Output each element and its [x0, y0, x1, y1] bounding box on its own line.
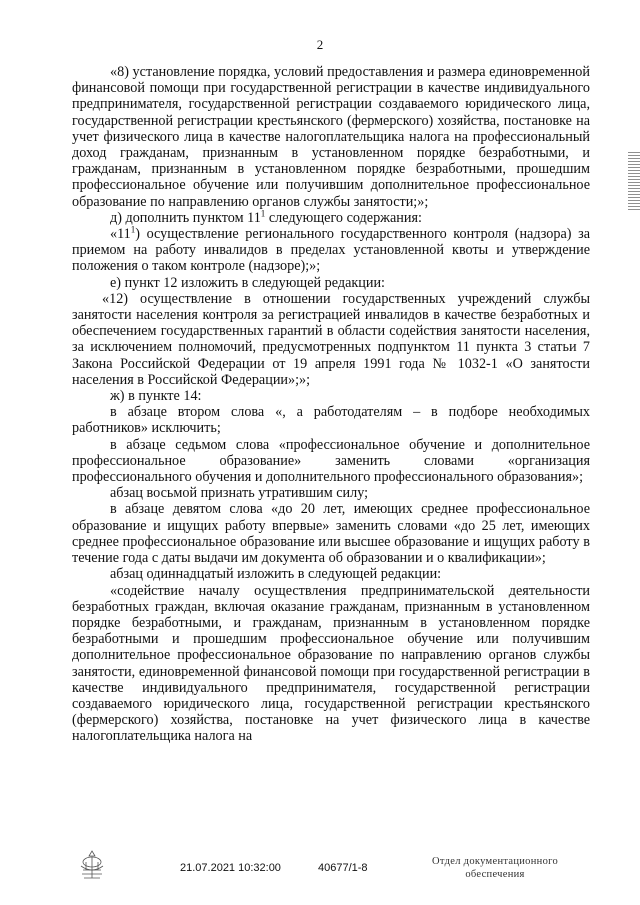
scan-edge-mark	[628, 150, 640, 210]
paragraph: «8) установление порядка, условий предоставления и размера единовременной финансовой помощи при государственной регистрации в качестве индивидуального предпринимателя, государственной регистрации создаваемого юридического лица, государственной регистрации крестьянского (фермерского) хозяйства, постановке на учет физического лица в качестве налогоплательщика налога на профессиональный доход гражданам, признанным в установленном порядке безработными, и гражданам, признанным в установленном порядке безработными, прошедшим профессиональное обучение или получившим дополнительное профессиональное образование по направлению органов службы занятости;»;	[72, 64, 590, 210]
department-stamp	[430, 855, 560, 881]
paragraph: «$11^1$) осуществление регионального государственного контроля (надзора) за приемом на работу инвалидов в пределах установленной квоты и утверждение положения о таком контроле (надзоре);»;	[72, 224, 590, 275]
paragraph: «содействие началу осуществления предпринимательской деятельности безработных граждан, включая оказание гражданам, признанным в установленном порядке безработными, и гражданам, признанным в установленном порядке безработными и прошедшим профессиональное обучение или получившим дополнительное профессиональное образование по направлению органов службы занятости, единовременной финансовой помощи при государственной регистрации в качестве индивидуального предпринимателя, государственной регистрации создаваемого юридического лица, государственной регистрации крестьянского (фермерского) хозяйства, постановке на учет физического лица в качестве налогоплательщика налога на	[72, 582, 590, 745]
footer-datetime: 21.07.2021 10:32:00	[180, 862, 281, 874]
paragraph: в абзаце девятом слова «до 20 лет, имеющих среднее профессиональное образование и ищущих работу впервые» заменить словами «до 25 лет, имеющих среднее профессиональное образование или высшее образование и ищущих работу в течение года с даты выдачи им документа об образовании и о квалификации»;	[72, 501, 590, 567]
stamp-line: Отдел документационного	[431, 856, 559, 867]
paragraph: «12) осуществление в отношении государственных учреждений службы занятости населения контроля за регистрацией инвалидов в качестве безработных и обеспечением государственных гарантий в области содействия занятости населения, за исключением полномочий, предусмотренных подпунктом 11 пункта 3 статьи 7 Закона Российской Федерации от 19 апреля 1991 года № 1032-1 «О занятости населения в Российской Федерации»;»;	[72, 290, 590, 388]
page-number: 2	[316, 37, 324, 52]
paragraph: в абзаце втором слова «, а работодателям – в подборе необходимых работников» исключить;	[72, 404, 590, 437]
stamp-line: обеспечения	[465, 869, 525, 880]
document-body	[72, 64, 590, 745]
emblem-icon	[76, 848, 108, 882]
paragraph: д) дополнить пунктом $11^1$ следующего содержания:	[110, 208, 422, 226]
paragraph: абзац восьмой признать утратившим силу;	[110, 485, 369, 502]
paragraph: абзац одиннадцатый изложить в следующей редакции:	[110, 566, 442, 583]
paragraph: ж) в пункте 14:	[110, 388, 202, 405]
footer-document-number: 40677/1-8	[318, 862, 368, 874]
paragraph: е) пункт 12 изложить в следующей редакции:	[110, 274, 385, 291]
paragraph: в абзаце седьмом слова «профессиональное обучение и дополнительное профессиональное образование» заменить словами «организация профессионального обучения и дополнительного профессионального образования»;	[72, 436, 590, 486]
